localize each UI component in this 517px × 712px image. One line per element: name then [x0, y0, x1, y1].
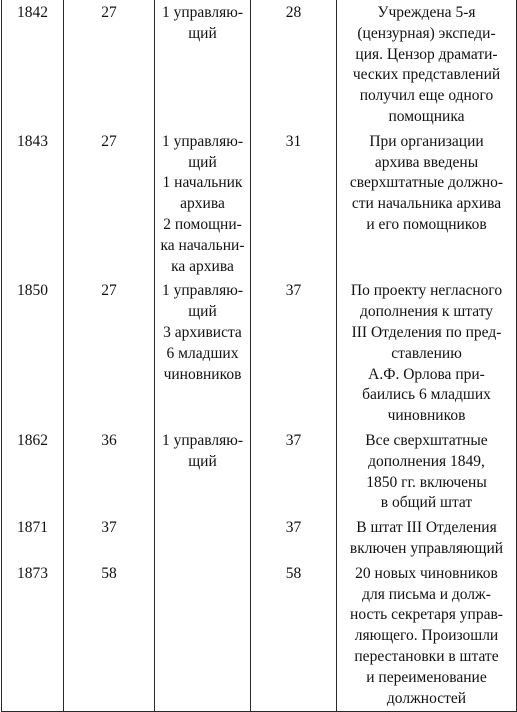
position-line: 1 управляю-: [161, 282, 244, 300]
total-count-cell: 37: [251, 277, 337, 427]
total-count-cell: 28: [251, 0, 337, 128]
note-line: ставлению: [391, 344, 462, 362]
note-line: ность секретаря управ-: [350, 606, 503, 624]
note-line: дополнения к штату: [359, 303, 494, 321]
position-line: 1 управляю-: [161, 132, 244, 150]
positions-cell: [155, 427, 251, 514]
total-count-cell: 31: [251, 128, 337, 278]
note-line: должностей: [386, 689, 467, 707]
table-row: [2, 128, 517, 278]
note-line: ляющего. Произошли: [354, 627, 499, 645]
note-line: в общий штат: [380, 494, 473, 512]
position-line: щий: [188, 153, 217, 171]
positions-cell: [155, 560, 251, 712]
note-line: для письма и долж-: [362, 585, 491, 603]
note-cell: [337, 560, 517, 712]
position-line: 1 начальник: [162, 174, 243, 192]
note-line: ческих представлений: [352, 66, 501, 84]
position-line: архива: [180, 195, 225, 213]
note-line: В штат III Отделения: [356, 519, 497, 537]
note-line: Учреждена 5-я: [377, 4, 476, 21]
position-line: 1 управляю-: [161, 4, 244, 21]
table-row: [2, 427, 517, 514]
note-line: получил еще одного: [359, 87, 494, 105]
note-line: баились 6 младших: [362, 386, 491, 404]
total-count-cell: 37: [251, 427, 337, 514]
note-line: и его помощников: [366, 215, 487, 233]
note-cell: [337, 277, 517, 427]
staff-count-cell: 27: [64, 277, 155, 427]
note-line: чиновников: [387, 407, 466, 425]
table-row: [2, 560, 517, 712]
position-line: щий: [188, 303, 217, 321]
table-body: [2, 0, 517, 712]
position-line: 1 управляю-: [161, 431, 244, 449]
note-line: дополнения 1849,: [368, 452, 485, 470]
position-line: 2 помощни-: [163, 215, 242, 233]
note-line: помощника: [388, 107, 465, 125]
positions-cell: [155, 0, 251, 128]
note-line: сти начальника архива: [351, 195, 502, 213]
note-line: При организации: [369, 132, 484, 150]
table-row: [2, 277, 517, 427]
note-line: перестановки в штате: [354, 647, 499, 665]
note-cell: [337, 514, 517, 560]
note-line: А.Ф. Орлова при-: [368, 365, 485, 383]
position-line: щий: [188, 452, 217, 470]
position-line: 3 архивиста: [163, 323, 242, 341]
note-line: включен управляющий: [349, 539, 504, 557]
staff-count-cell: 37: [64, 514, 155, 560]
year-cell: 1842: [2, 0, 64, 128]
position-line: щий: [188, 24, 217, 42]
note-cell: [337, 128, 517, 278]
year-cell: 1850: [2, 277, 64, 427]
note-line: По проекту негласного: [350, 282, 503, 300]
total-count-cell: 58: [251, 560, 337, 712]
note-line: Все сверхштатные: [365, 431, 488, 449]
year-cell: 1843: [2, 128, 64, 278]
year-cell: 1862: [2, 427, 64, 514]
total-count-cell: 37: [251, 514, 337, 560]
staff-count-cell: 27: [64, 128, 155, 278]
year-cell: 1871: [2, 514, 64, 560]
position-line: ка начальни-: [160, 236, 245, 254]
position-line: чиновников: [163, 365, 242, 383]
staff-count-cell: 36: [64, 427, 155, 514]
staff-history-table: [1, 0, 517, 712]
positions-cell: [155, 514, 251, 560]
note-line: (цензурная) экспеди-: [357, 24, 496, 42]
position-line: 6 младших: [166, 344, 239, 362]
staff-count-cell: 27: [64, 0, 155, 128]
note-line: архива введены: [374, 153, 479, 171]
note-line: 20 новых чиновников: [355, 564, 498, 582]
note-line: и переименование: [366, 668, 487, 686]
staff-count-cell: 58: [64, 560, 155, 712]
positions-cell: [155, 128, 251, 278]
note-line: сверхштатные должно-: [349, 174, 504, 192]
year-cell: 1873: [2, 560, 64, 712]
note-cell: [337, 0, 517, 128]
position-line: ка архива: [171, 257, 234, 275]
note-line: III Отделения по пред-: [351, 323, 502, 341]
note-cell: [337, 427, 517, 514]
table-row: [2, 0, 517, 128]
positions-cell: [155, 277, 251, 427]
table-row: [2, 514, 517, 560]
note-line: ция. Цензор драмати-: [355, 45, 498, 63]
note-line: 1850 гг. включены: [366, 473, 487, 491]
